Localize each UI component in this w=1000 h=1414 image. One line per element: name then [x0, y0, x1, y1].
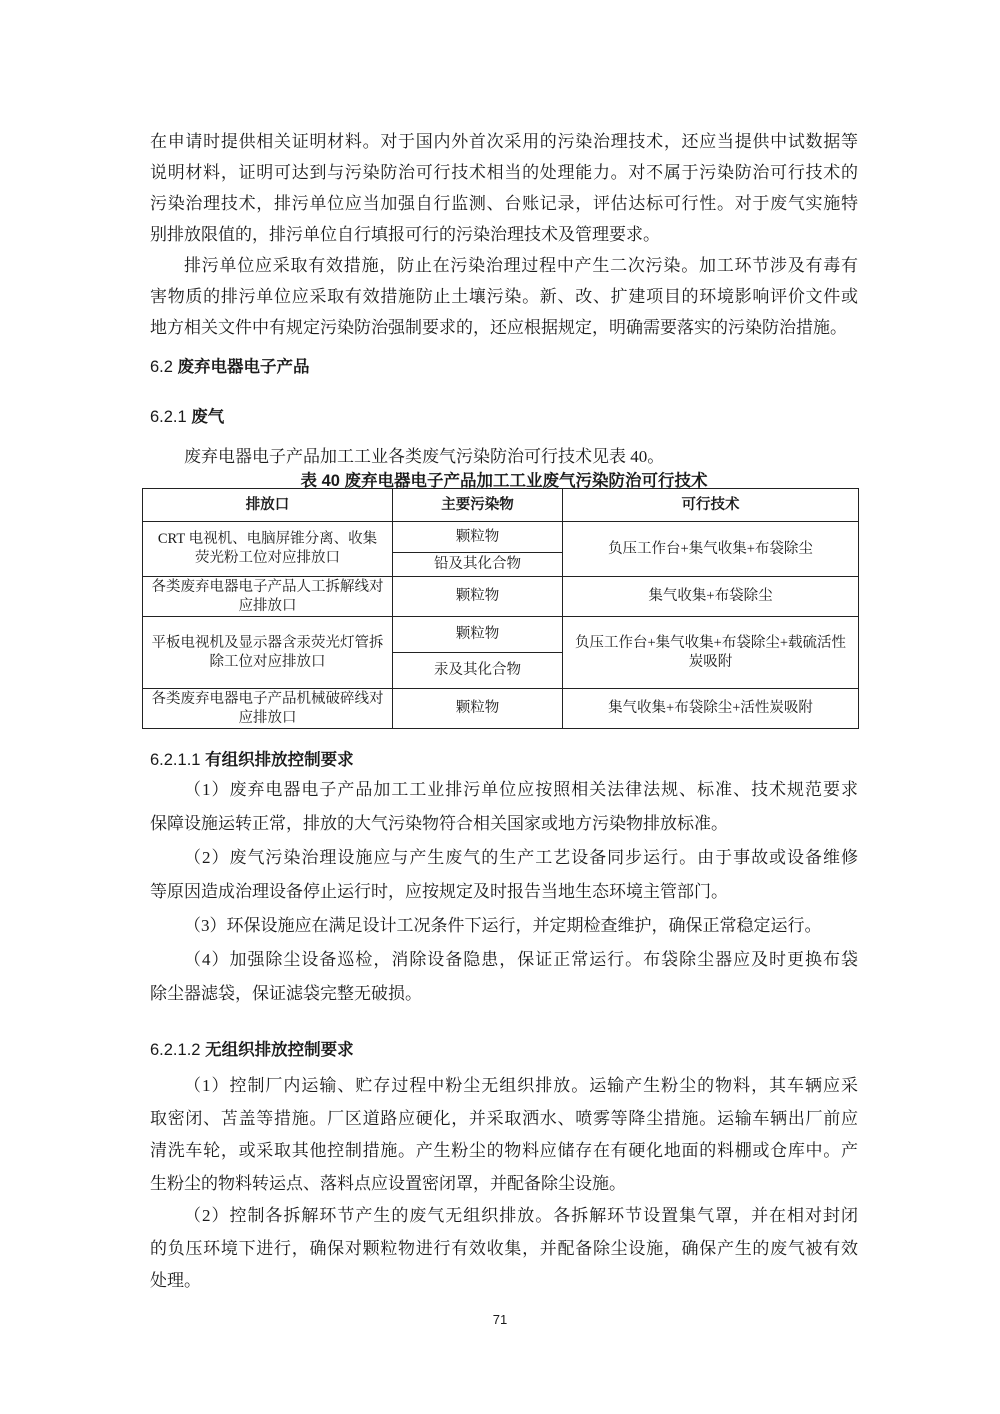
section-heading-6-2-1-2 [150, 1036, 354, 1060]
text-line: （4）加强除尘设备巡检，消除设备隐患，保证正常运行。布袋除尘器应及时更换布袋 [184, 950, 858, 969]
section-title: 废弃电器电子产品 [177, 358, 310, 376]
cell-pollutant: 铅及其化合物 [393, 553, 563, 577]
section-number: 6.2.1.2 [150, 1041, 201, 1059]
cell-pollutant: 颗粒物 [393, 577, 563, 617]
paragraph [150, 909, 858, 943]
cell-pollutant: 颗粒物 [393, 617, 563, 653]
section-number: 6.2 [150, 358, 173, 376]
table-header-row [143, 489, 859, 522]
header-pollutant: 主要污染物 [393, 489, 563, 522]
text-line: （1）废弃电器电子产品加工工业排污单位应按照相关法律法规、标准、技术规范要求 [184, 780, 858, 799]
text-line: 排污单位应采取有效措施，防止在污染治理过程中产生二次污染。加工环节涉及有毒有 [184, 256, 858, 275]
intro-text [150, 126, 858, 343]
text-line: 在申请时提供相关证明材料。对于国内外首次采用的污染治理技术，还应当提供中试数据等 [150, 132, 858, 151]
text-line: 处理。 [150, 1271, 201, 1290]
cell-tech: 集气收集+布袋除尘+活性炭吸附 [563, 689, 859, 729]
section-heading-6-2-1 [150, 403, 224, 427]
cell-outlet: CRT 电视机、电脑屏锥分离、收集荧光粉工位对应排放口 [143, 522, 393, 577]
paragraph [150, 841, 858, 909]
paragraph [150, 250, 858, 343]
page-number: 71 [492, 1312, 508, 1327]
cell-pollutant: 颗粒物 [393, 689, 563, 729]
section-heading-6-2 [150, 353, 310, 377]
section-number: 6.2.1 [150, 408, 187, 426]
table-row [143, 577, 859, 617]
table-row [143, 617, 859, 653]
text-line: 清洗车轮，或采取其他控制措施。产生粉尘的物料应储存在有硬化地面的料棚或仓库中。产 [150, 1141, 858, 1160]
paragraph [150, 126, 858, 250]
section-number: 6.2.1.1 [150, 751, 201, 769]
cell-tech: 负压工作台+集气收集+布袋除尘 [563, 522, 859, 577]
text-line: 除尘器滤袋，保证滤袋完整无破损。 [150, 984, 422, 1003]
cell-outlet: 各类废弃电器电子产品人工拆解线对应排放口 [143, 577, 393, 617]
fugitive-emission-text [150, 1070, 858, 1298]
table-caption: 表 40 废弃电器电子产品加工工业废气污染防治可行技术 [300, 472, 708, 490]
paragraph [150, 1070, 858, 1200]
cell-tech: 负压工作台+集气收集+布袋除尘+载硫活性炭吸附 [563, 617, 859, 689]
feasible-tech-table [142, 488, 859, 729]
text-line: （2）控制各拆解环节产生的废气无组织排放。各拆解环节设置集气罩，并在相对封闭 [184, 1206, 858, 1225]
text-line: 说明材料，证明可达到与污染防治可行技术相当的处理能力。对不属于污染防治可行技术的 [150, 163, 858, 182]
table-row [143, 689, 859, 729]
text-line: 保障设施运转正常，排放的大气污染物符合相关国家或地方污染物排放标准。 [150, 814, 728, 833]
cell-pollutant: 汞及其化合物 [393, 653, 563, 689]
text-line: 取密闭、苫盖等措施。厂区道路应硬化，并采取洒水、喷雾等降尘措施。运输车辆出厂前应 [150, 1108, 858, 1128]
section-title: 废气 [191, 408, 225, 426]
cell-pollutant: 颗粒物 [393, 522, 563, 553]
paragraph [150, 1200, 858, 1298]
text-line: （1）控制厂内运输、贮存过程中粉尘无组织排放。运输产生粉尘的物料，其车辆应采 [184, 1076, 858, 1095]
header-tech: 可行技术 [563, 489, 859, 522]
text-line: 害物质的排污单位应采取有效措施防止土壤污染。新、改、扩建项目的环境影响评价文件或 [150, 287, 858, 306]
paragraph [150, 943, 858, 1011]
text-line: 地方相关文件中有规定污染防治强制要求的，还应根据规定，明确需要落实的污染防治措施。 [150, 318, 847, 337]
text-line: 生粉尘的物料转运点、落料点应设置密闭罩，并配备除尘设施。 [150, 1173, 626, 1193]
header-outlet: 排放口 [143, 489, 393, 522]
table-row [143, 522, 859, 553]
section-title: 无组织排放控制要求 [205, 1041, 354, 1059]
organized-emission-text [150, 773, 858, 1011]
text-line: 别排放限值的，排污单位自行填报可行的污染治理技术及管理要求。 [150, 225, 660, 244]
text-line: （2）废气污染治理设施应与产生废气的生产工艺设备同步运行。由于事故或设备维修 [184, 848, 858, 867]
section-title: 有组织排放控制要求 [205, 751, 354, 769]
paragraph [150, 773, 858, 841]
cell-outlet: 平板电视机及显示器含汞荧光灯管拆除工位对应排放口 [143, 617, 393, 689]
text-line: 等原因造成治理设备停止运行时，应按规定及时报告当地生态环境主管部门。 [150, 882, 728, 901]
cell-outlet: 各类废弃电器电子产品机械破碎线对应排放口 [143, 689, 393, 729]
cell-tech: 集气收集+布袋除尘 [563, 577, 859, 617]
text-line: 污染治理技术，排污单位应当加强自行监测、台账记录，评估达标可行性。对于废气实施特 [150, 194, 858, 213]
text-line: 废弃电器电子产品加工工业各类废气污染防治可行技术见表 40。 [184, 447, 665, 466]
text-line: （3）环保设施应在满足设计工况条件下运行，并定期检查维护，确保正常稳定运行。 [184, 916, 822, 935]
text-line: 的负压环境下进行，确保对颗粒物进行有效收集，并配备除尘设施，确保产生的废气被有效 [150, 1238, 858, 1258]
section-heading-6-2-1-1 [150, 746, 354, 770]
